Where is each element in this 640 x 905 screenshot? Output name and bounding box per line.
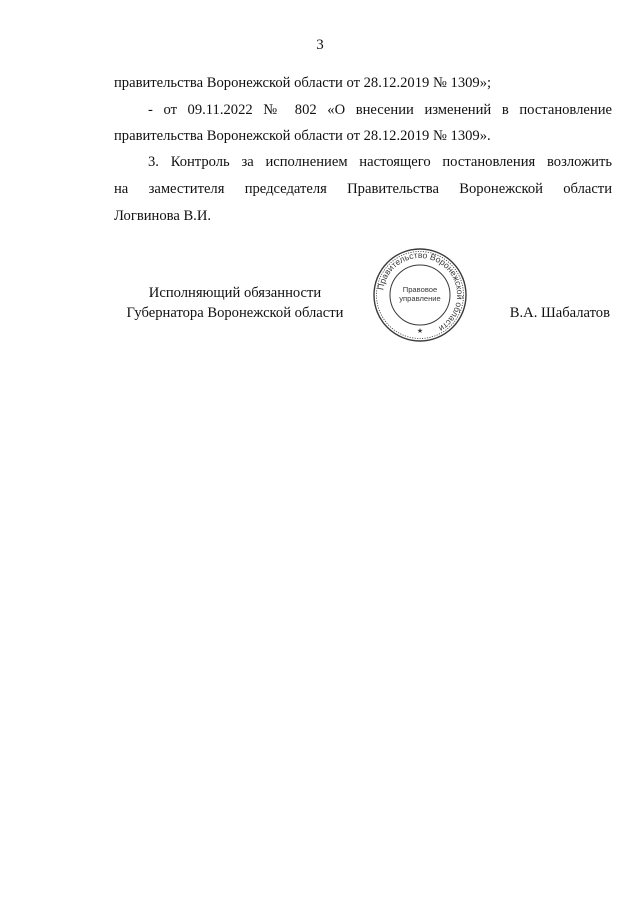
seal-star-icon: ★ bbox=[416, 327, 424, 335]
body-line-3: правительства Воронежской области от 28.12.2019 № 1309». bbox=[114, 128, 491, 144]
page-number: 3 bbox=[316, 37, 324, 53]
signatory-name: В.А. Шабалатов bbox=[509, 305, 610, 321]
body-line-2: - от 09.11.2022 № 802 «О внесении изменений в постановление bbox=[148, 102, 612, 118]
seal-center-line-1: Правовое bbox=[402, 285, 438, 294]
body-line-1: правительства Воронежской области от 28.12.2019 № 1309»; bbox=[114, 75, 492, 91]
signatory-position bbox=[110, 283, 360, 323]
seal-outer-text-path: Правительство Воронежской области bbox=[375, 249, 466, 334]
body-line-4: 3. Контроль за исполнением настоящего постановления возложить bbox=[148, 154, 612, 170]
seal-center-line-2: управление bbox=[399, 294, 441, 303]
body-line-5: на заместителя председателя Правительства Воронежской области bbox=[114, 181, 612, 197]
official-seal-stamp bbox=[370, 245, 470, 345]
signatory-position-line-2: Губернатора Воронежской области bbox=[126, 305, 344, 321]
signatory-position-line-1: Исполняющий обязанности bbox=[148, 285, 322, 301]
body-line-6: Логвинова В.И. bbox=[114, 208, 212, 224]
